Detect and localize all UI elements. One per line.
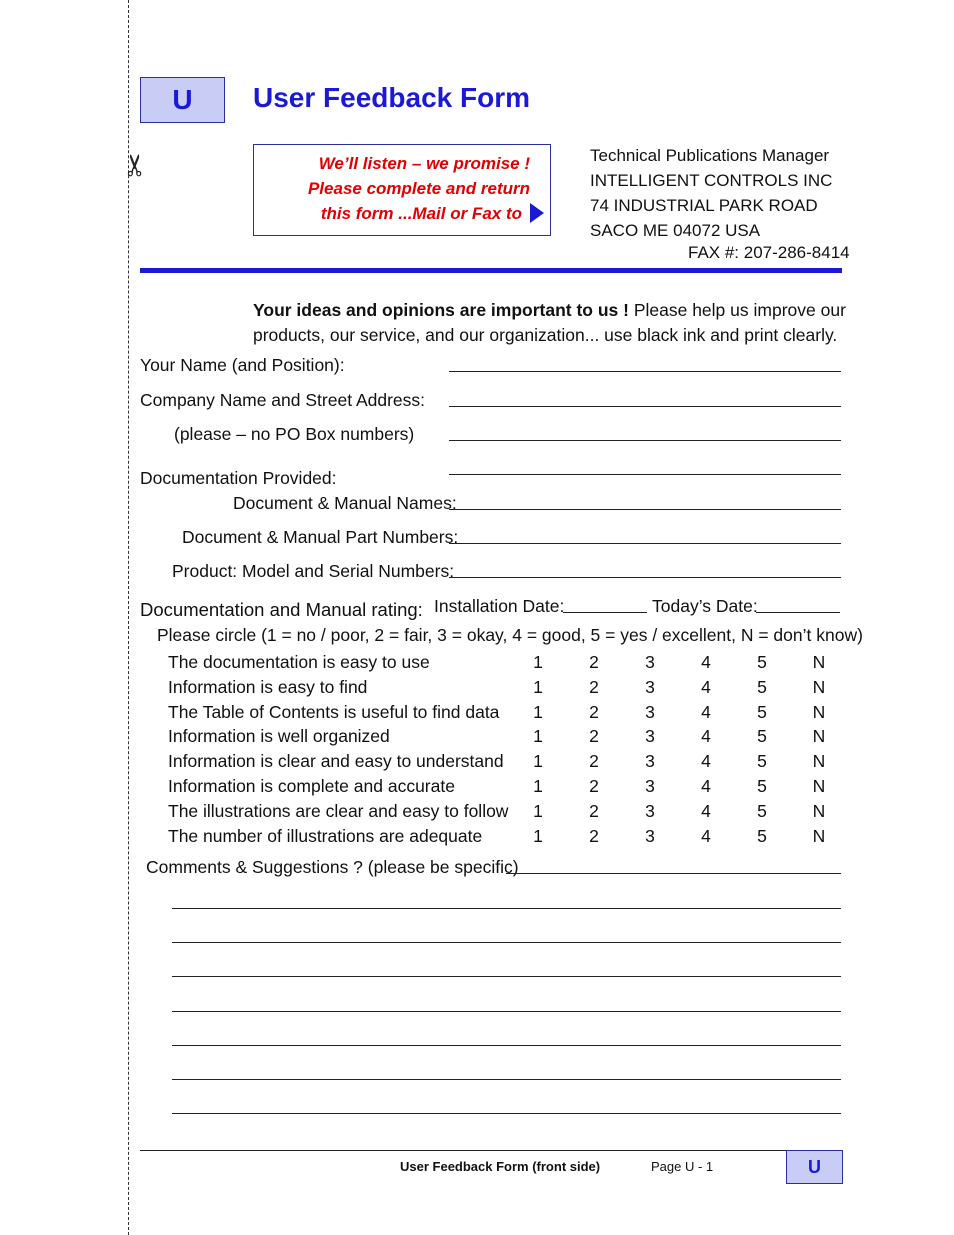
intro-text <box>253 298 853 348</box>
scissors-icon: ✂ <box>119 152 153 178</box>
product-field[interactable] <box>449 577 841 578</box>
rating-option[interactable]: 4 <box>701 826 711 846</box>
rating-item-label: Information is well organized <box>168 726 390 746</box>
rating-option[interactable]: 3 <box>645 726 655 746</box>
intro-rest: Please help us improve our products, our service, and our organization... use black ink and print clearly. <box>253 300 846 345</box>
rating-option[interactable]: 4 <box>701 652 711 672</box>
rating-option[interactable]: 3 <box>645 801 655 821</box>
rating-option[interactable]: 1 <box>533 826 543 846</box>
product-label: Product: Model and Serial Numbers: <box>172 561 455 581</box>
rating-option[interactable]: 5 <box>757 751 767 771</box>
promise-line-2: Please complete and return <box>307 179 530 198</box>
today-date-label: Today’s Date: <box>652 596 758 616</box>
comments-line[interactable] <box>172 1113 841 1114</box>
rating-instructions: Please circle (1 = no / poor, 2 = fair, 3 = okay, 4 = good, 5 = yes / excellent, N = don’t know) <box>157 625 863 645</box>
rating-option[interactable]: 2 <box>589 652 599 672</box>
rating-option[interactable]: 2 <box>589 726 599 746</box>
rating-option[interactable]: 5 <box>757 726 767 746</box>
rating-option[interactable]: 2 <box>589 751 599 771</box>
rating-option[interactable]: 5 <box>757 677 767 697</box>
comments-line[interactable] <box>172 976 841 977</box>
page-title: User Feedback Form <box>253 82 530 113</box>
promise-line-3: this form ...Mail or Fax to <box>320 204 522 223</box>
rating-option[interactable]: 4 <box>701 776 711 796</box>
address-line: SACO ME 04072 USA <box>590 221 761 240</box>
rating-option[interactable]: 1 <box>533 652 543 672</box>
company-field[interactable] <box>449 406 841 407</box>
footer-tab-letter: U <box>808 1156 821 1177</box>
rating-item-label: Information is clear and easy to understand <box>168 751 504 771</box>
header-divider <box>140 268 842 273</box>
rating-option[interactable]: 3 <box>645 652 655 672</box>
rating-option[interactable]: 4 <box>701 801 711 821</box>
comments-line[interactable] <box>172 1045 841 1046</box>
rating-item-label: The illustrations are clear and easy to follow <box>168 801 509 821</box>
rating-option[interactable]: 3 <box>645 702 655 722</box>
address-line: INTELLIGENT CONTROLS INC <box>590 171 833 190</box>
address-line: 74 INDUSTRIAL PARK ROAD <box>590 196 818 215</box>
section-tab <box>140 77 225 123</box>
rating-option[interactable]: 5 <box>757 776 767 796</box>
rating-option[interactable]: 4 <box>701 702 711 722</box>
company-label: Company Name and Street Address: <box>140 390 426 410</box>
name-field[interactable] <box>449 371 841 372</box>
rating-option[interactable]: N <box>812 702 826 722</box>
address-field-2[interactable] <box>449 474 841 475</box>
comments-line[interactable] <box>172 942 841 943</box>
rating-option[interactable]: 2 <box>589 826 599 846</box>
rating-option[interactable]: 4 <box>701 677 711 697</box>
rating-item-label: The number of illustrations are adequate <box>168 826 483 846</box>
rating-option[interactable]: 2 <box>589 801 599 821</box>
rating-option[interactable]: 1 <box>533 776 543 796</box>
arrow-right-icon <box>530 203 544 223</box>
rating-item-label: The Table of Contents is useful to find data <box>168 702 500 722</box>
rating-item-label: Information is easy to find <box>168 677 368 697</box>
install-date-field[interactable] <box>563 612 647 613</box>
rating-option[interactable]: 5 <box>757 652 767 672</box>
section-tab-letter: U <box>172 84 193 115</box>
doc-parts-field[interactable] <box>449 543 841 544</box>
rating-option[interactable]: 4 <box>701 751 711 771</box>
rating-option[interactable]: 3 <box>645 751 655 771</box>
rating-option[interactable]: 2 <box>589 776 599 796</box>
rating-option[interactable]: N <box>812 776 826 796</box>
comments-line[interactable] <box>172 1011 841 1012</box>
rating-option[interactable]: 1 <box>533 726 543 746</box>
doc-provided-label: Documentation Provided: <box>140 468 337 488</box>
rating-option[interactable]: 1 <box>533 751 543 771</box>
footer-tab <box>786 1150 843 1184</box>
intro-bold: Your ideas and opinions are important to us ! <box>253 300 629 320</box>
doc-names-label: Document & Manual Names: <box>233 493 457 513</box>
rating-option[interactable]: 1 <box>533 677 543 697</box>
rating-item-label: Information is complete and accurate <box>168 776 455 796</box>
rating-option[interactable]: N <box>812 726 826 746</box>
install-date-label: Installation Date: <box>434 596 565 616</box>
comments-line[interactable] <box>506 873 841 874</box>
footer-divider <box>140 1150 842 1151</box>
rating-heading: Documentation and Manual rating: <box>140 599 423 620</box>
rating-option[interactable]: N <box>812 801 826 821</box>
rating-option[interactable]: 2 <box>589 677 599 697</box>
doc-names-field[interactable] <box>449 509 841 510</box>
rating-option[interactable]: 5 <box>757 826 767 846</box>
rating-option[interactable]: 3 <box>645 677 655 697</box>
address-line: Technical Publications Manager <box>590 146 830 165</box>
rating-option[interactable]: 3 <box>645 826 655 846</box>
rating-option[interactable]: 1 <box>533 801 543 821</box>
today-date-field[interactable] <box>756 612 840 613</box>
comments-line[interactable] <box>172 1079 841 1080</box>
rating-option[interactable]: N <box>812 826 826 846</box>
rating-option[interactable]: 4 <box>701 726 711 746</box>
rating-option[interactable]: N <box>812 677 826 697</box>
comments-line[interactable] <box>172 908 841 909</box>
promise-line-1: We’ll listen – we promise ! <box>318 154 530 173</box>
rating-item-label: The documentation is easy to use <box>168 652 430 672</box>
rating-option[interactable]: 1 <box>533 702 543 722</box>
footer-page-number: Page U - 1 <box>651 1159 714 1174</box>
rating-option[interactable]: 2 <box>589 702 599 722</box>
name-label: Your Name (and Position): <box>140 355 345 375</box>
mailing-address <box>590 143 832 243</box>
comments-label: Comments & Suggestions ? (please be specific) <box>146 857 519 877</box>
footer-form-side: User Feedback Form (front side) <box>400 1159 601 1174</box>
cut-line <box>128 0 129 1235</box>
rating-option[interactable]: 3 <box>645 776 655 796</box>
address-field[interactable] <box>449 440 841 441</box>
rating-option[interactable]: N <box>812 652 826 672</box>
rating-option[interactable]: N <box>812 751 826 771</box>
rating-option[interactable]: 5 <box>757 702 767 722</box>
doc-parts-label: Document & Manual Part Numbers: <box>182 527 459 547</box>
fax-number: FAX #: 207-286-8414 <box>688 243 850 262</box>
rating-option[interactable]: 5 <box>757 801 767 821</box>
promise-box <box>253 144 551 236</box>
po-box-note: (please – no PO Box numbers) <box>174 424 415 444</box>
